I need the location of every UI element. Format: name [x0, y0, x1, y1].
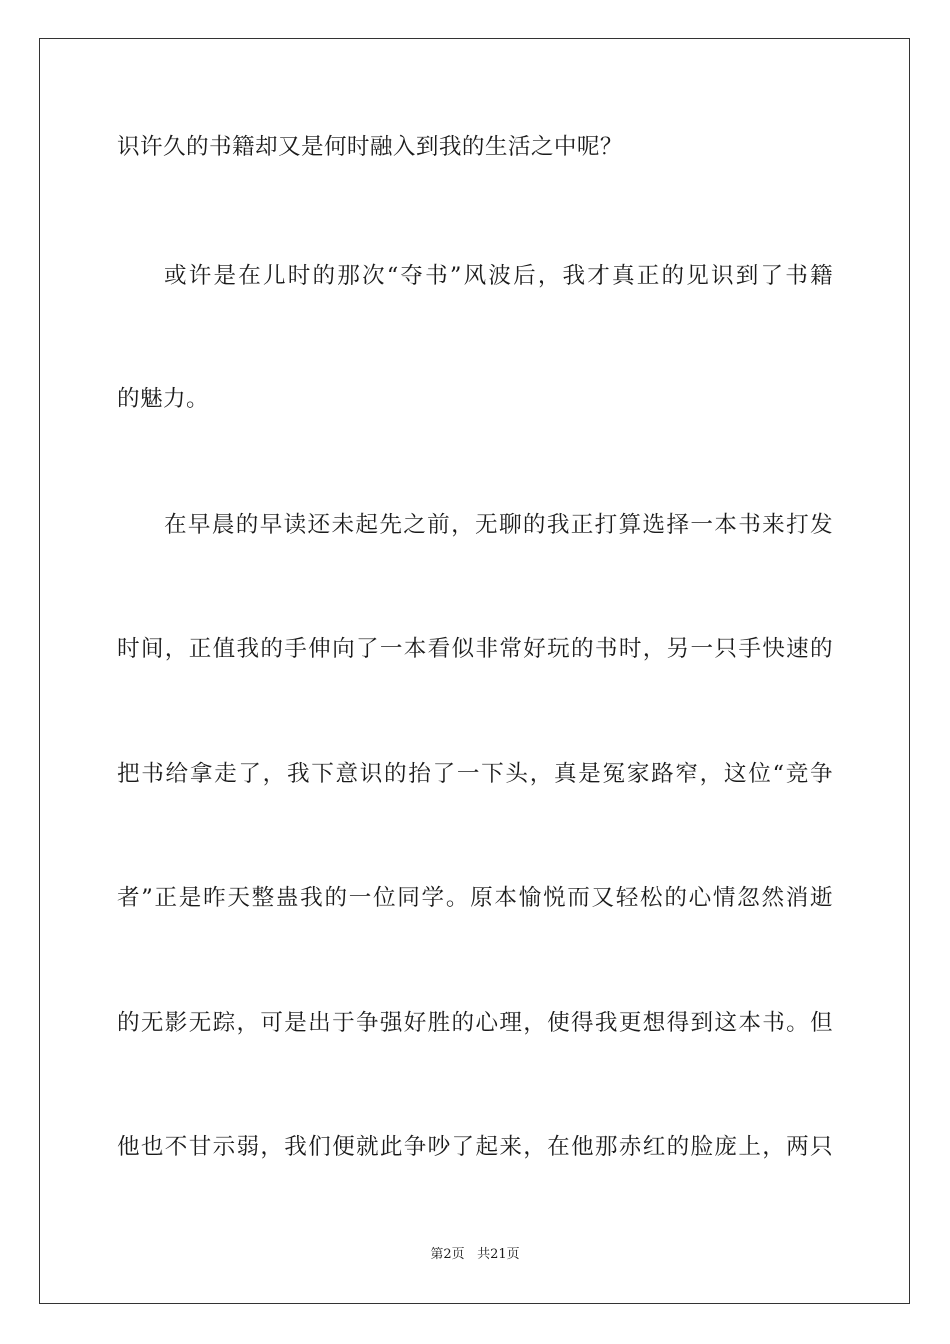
page-total: 共21页 — [477, 1247, 520, 1262]
text-line: 时间，正值我的手伸向了一本看似非常好玩的书时，另一只手快速的 — [117, 636, 833, 662]
page-footer — [0, 1246, 950, 1264]
text-line: 他也不甘示弱，我们便就此争吵了起来，在他那赤红的脸庞上，两只 — [117, 1134, 833, 1160]
text-line: 把书给拿走了，我下意识的抬了一下头，真是冤家路窄，这位“竞争 — [117, 761, 833, 787]
text-line: 在早晨的早读还未起先之前，无聊的我正打算选择一本书来打发 — [164, 512, 833, 538]
text-line: 者”正是昨天整蛊我的一位同学。原本愉悦而又轻松的心情忽然消逝 — [117, 885, 833, 911]
text-line: 的魅力。 — [117, 386, 209, 412]
page-number: 第2页 — [430, 1247, 465, 1262]
text-line: 或许是在儿时的那次“夺书”风波后，我才真正的见识到了书籍 — [164, 263, 833, 289]
text-line: 识许久的书籍却又是何时融入到我的生活之中呢？ — [117, 134, 623, 160]
page-frame — [39, 38, 910, 1304]
text-line: 的无影无踪，可是出于争强好胜的心理，使得我更想得到这本书。但 — [117, 1010, 833, 1036]
